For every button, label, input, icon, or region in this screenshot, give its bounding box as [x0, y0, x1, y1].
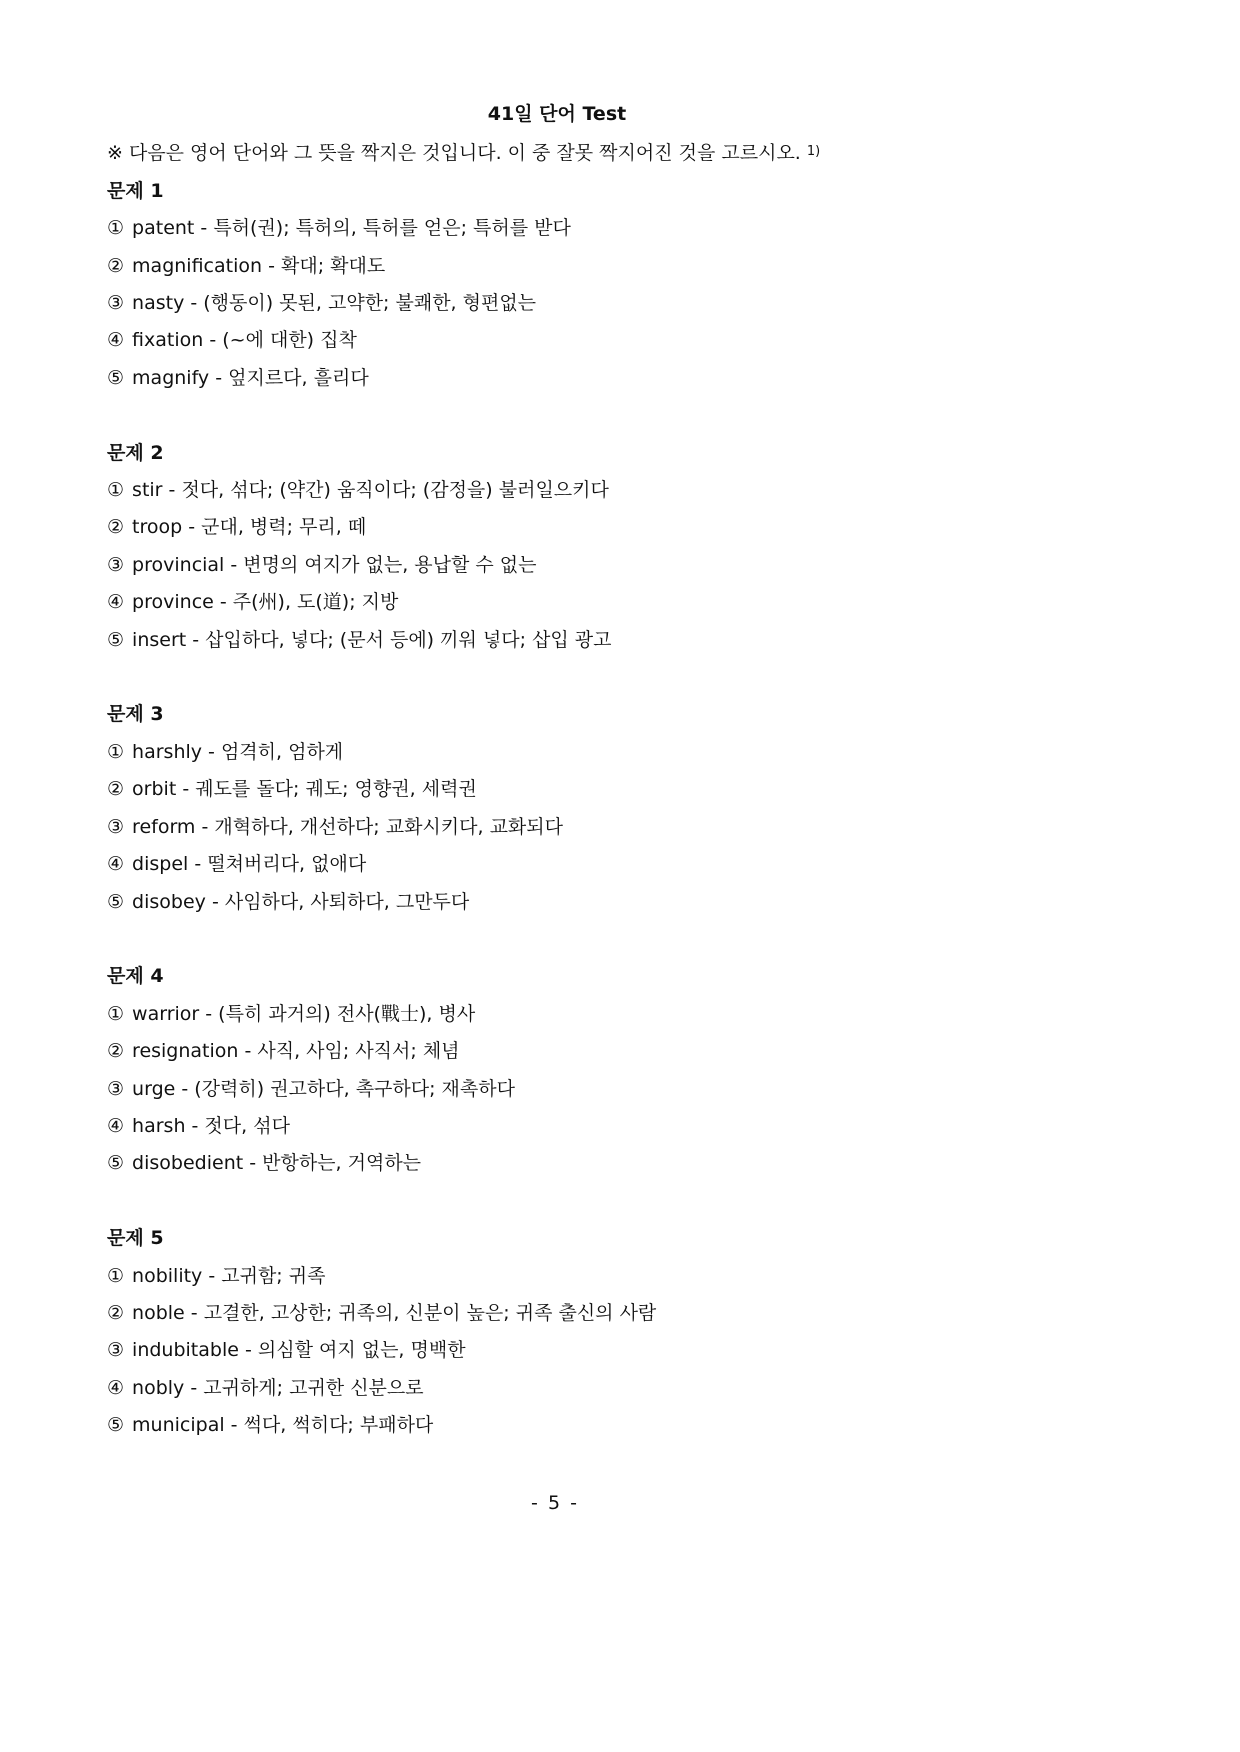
option-word: reform — [132, 815, 196, 838]
option-meaning: (~에 대한) 집착 — [222, 329, 357, 352]
answer-option: ② troop - 군대, 병력; 무리, 떼 — [107, 516, 367, 539]
option-meaning: (특히 과거의) 전사(戰士), 병사 — [218, 1002, 476, 1025]
question-heading: 문제 4 — [107, 965, 164, 988]
question-list — [107, 173, 1137, 1445]
option-number: ① — [107, 479, 125, 502]
answer-option: ③ nasty - (행동이) 못된, 고약한; 불쾌한, 형편없는 — [107, 292, 537, 315]
page-number: - 5 - — [531, 1492, 579, 1514]
option-meaning: 썩다, 썩히다; 부패하다 — [243, 1414, 434, 1437]
answer-option: ② noble - 고결한, 고상한; 귀족의, 신분이 높은; 귀족 출신의 사람 — [107, 1301, 657, 1324]
option-meaning: 엄격히, 엄하게 — [220, 740, 344, 763]
option-word: patent — [132, 217, 195, 240]
option-word: disobedient — [132, 1152, 244, 1175]
option-word: stir — [132, 479, 163, 502]
option-word: troop — [132, 516, 183, 539]
instruction-text: ※ 다음은 영어 단어와 그 뜻을 짝지은 것입니다. 이 중 잘못 짝지어진 것을 고르시오. — [107, 142, 801, 165]
option-word: urge — [132, 1077, 176, 1100]
option-meaning: (강력히) 권고하다, 촉구하다; 재촉하다 — [194, 1077, 515, 1100]
option-meaning: 의심할 여지 없는, 명백한 — [257, 1339, 466, 1362]
option-meaning: 군대, 병력; 무리, 떼 — [201, 516, 367, 539]
option-meaning: 사직, 사임; 사직서; 체념 — [257, 1040, 460, 1063]
option-meaning: 궤도를 돌다; 궤도; 영향권, 세력권 — [195, 778, 477, 801]
option-word: harshly — [132, 740, 203, 763]
document-page — [107, 96, 1137, 1445]
option-meaning: 젓다, 섞다 — [204, 1114, 290, 1137]
option-word: nobility — [132, 1264, 203, 1287]
answer-option: ② magnification - 확대; 확대도 — [107, 254, 386, 277]
option-word: harsh — [132, 1114, 186, 1137]
option-number: ⑤ — [107, 366, 125, 389]
answer-option: ⑤ insert - 삽입하다, 넣다; (문서 등에) 끼워 넣다; 삽입 광고 — [107, 628, 612, 651]
option-number: ③ — [107, 1077, 125, 1100]
option-word: fixation — [132, 329, 204, 352]
option-number: ③ — [107, 1339, 125, 1362]
option-number: ⑤ — [107, 1414, 125, 1437]
question-heading: 문제 2 — [107, 441, 164, 464]
answer-option: ④ fixation - (~에 대한) 집착 — [107, 329, 357, 352]
option-meaning: 삽입하다, 넣다; (문서 등에) 끼워 넣다; 삽입 광고 — [205, 628, 612, 651]
title-text: 41일 단어 Test — [487, 103, 627, 125]
option-number: ② — [107, 254, 125, 277]
answer-option: ③ provincial - 변명의 여지가 없는, 용납할 수 없는 — [107, 553, 537, 576]
instruction — [107, 133, 1137, 172]
answer-option: ① warrior - (특히 과거의) 전사(戰士), 병사 — [107, 1002, 476, 1025]
option-word: province — [132, 591, 214, 614]
option-number: ① — [107, 217, 125, 240]
option-meaning: 개혁하다, 개선하다; 교화시키다, 교화되다 — [214, 815, 563, 838]
answer-option: ① harshly - 엄격히, 엄하게 — [107, 740, 344, 763]
option-number: ⑤ — [107, 628, 125, 651]
answer-option: ③ urge - (강력히) 권고하다, 촉구하다; 재촉하다 — [107, 1077, 515, 1100]
answer-option: ③ reform - 개혁하다, 개선하다; 교화시키다, 교화되다 — [107, 815, 563, 838]
option-number: ⑤ — [107, 890, 125, 913]
option-number: ④ — [107, 1376, 125, 1399]
option-number: ① — [107, 1002, 125, 1025]
answer-option: ④ harsh - 젓다, 섞다 — [107, 1114, 290, 1137]
option-word: disobey — [132, 890, 206, 913]
question-heading: 문제 3 — [107, 703, 164, 726]
option-number: ④ — [107, 591, 125, 614]
option-number: ① — [107, 740, 125, 763]
option-word: magnify — [132, 366, 210, 389]
option-number: ⑤ — [107, 1152, 125, 1175]
answer-option: ② orbit - 궤도를 돌다; 궤도; 영향권, 세력권 — [107, 778, 477, 801]
answer-option: ① nobility - 고귀함; 귀족 — [107, 1264, 326, 1287]
option-meaning: 떨쳐버리다, 없애다 — [207, 853, 367, 876]
option-meaning: 고귀하게; 고귀한 신분으로 — [203, 1376, 424, 1399]
answer-option: ③ indubitable - 의심할 여지 없는, 명백한 — [107, 1339, 466, 1362]
option-number: ④ — [107, 853, 125, 876]
question-4 — [107, 958, 1137, 1182]
question-2 — [107, 435, 1137, 659]
option-word: indubitable — [132, 1339, 239, 1362]
option-word: magnification — [132, 254, 263, 277]
option-number: ③ — [107, 292, 125, 315]
option-meaning: (행동이) 못된, 고약한; 불쾌한, 형편없는 — [203, 292, 537, 315]
answer-option: ⑤ disobey - 사임하다, 사퇴하다, 그만두다 — [107, 890, 470, 913]
answer-option: ② resignation - 사직, 사임; 사직서; 체념 — [107, 1040, 460, 1063]
option-number: ② — [107, 1301, 125, 1324]
option-meaning: 주(州), 도(道); 지방 — [232, 591, 399, 614]
option-word: insert — [132, 628, 187, 651]
answer-option: ⑤ municipal - 썩다, 썩히다; 부패하다 — [107, 1414, 434, 1437]
option-meaning: 반항하는, 거역하는 — [262, 1152, 422, 1175]
question-1 — [107, 173, 1137, 397]
answer-option: ⑤ magnify - 엎지르다, 흘리다 — [107, 366, 369, 389]
answer-option: ④ province - 주(州), 도(道); 지방 — [107, 591, 399, 614]
option-number: ③ — [107, 815, 125, 838]
option-word: dispel — [132, 853, 189, 876]
option-word: provincial — [132, 553, 225, 576]
option-word: nobly — [132, 1376, 185, 1399]
option-number: ④ — [107, 329, 125, 352]
option-word: municipal — [132, 1414, 225, 1437]
option-number: ② — [107, 1040, 125, 1063]
option-meaning: 엎지르다, 흘리다 — [228, 366, 369, 389]
footnote-marker: 1) — [806, 144, 821, 160]
option-number: ② — [107, 778, 125, 801]
question-5 — [107, 1220, 1137, 1444]
answer-option: ① patent - 특허(권); 특허의, 특허를 얻은; 특허를 받다 — [107, 217, 571, 240]
option-meaning: 사임하다, 사퇴하다, 그만두다 — [224, 890, 470, 913]
option-meaning: 젓다, 섞다; (약간) 움직이다; (감정을) 불러일으키다 — [181, 479, 609, 502]
option-meaning: 고결한, 고상한; 귀족의, 신분이 높은; 귀족 출신의 사람 — [203, 1301, 657, 1324]
option-word: orbit — [132, 778, 177, 801]
option-meaning: 확대; 확대도 — [280, 254, 386, 277]
page-title — [107, 96, 1007, 133]
answer-option: ④ nobly - 고귀하게; 고귀한 신분으로 — [107, 1376, 424, 1399]
option-number: ② — [107, 516, 125, 539]
option-number: ① — [107, 1264, 125, 1287]
option-word: nasty — [132, 292, 185, 315]
question-3 — [107, 696, 1137, 920]
option-meaning: 고귀함; 귀족 — [221, 1264, 326, 1287]
option-number: ③ — [107, 553, 125, 576]
answer-option: ① stir - 젓다, 섞다; (약간) 움직이다; (감정을) 불러일으키다 — [107, 479, 609, 502]
option-word: noble — [132, 1301, 185, 1324]
option-meaning: 변명의 여지가 없는, 용납할 수 없는 — [243, 553, 537, 576]
option-number: ④ — [107, 1114, 125, 1137]
option-meaning: 특허(권); 특허의, 특허를 얻은; 특허를 받다 — [213, 217, 571, 240]
answer-option: ④ dispel - 떨쳐버리다, 없애다 — [107, 853, 367, 876]
option-word: warrior — [132, 1002, 200, 1025]
question-heading: 문제 5 — [107, 1227, 164, 1250]
option-word: resignation — [132, 1040, 239, 1063]
answer-option: ⑤ disobedient - 반항하는, 거역하는 — [107, 1152, 422, 1175]
question-heading: 문제 1 — [107, 179, 164, 202]
